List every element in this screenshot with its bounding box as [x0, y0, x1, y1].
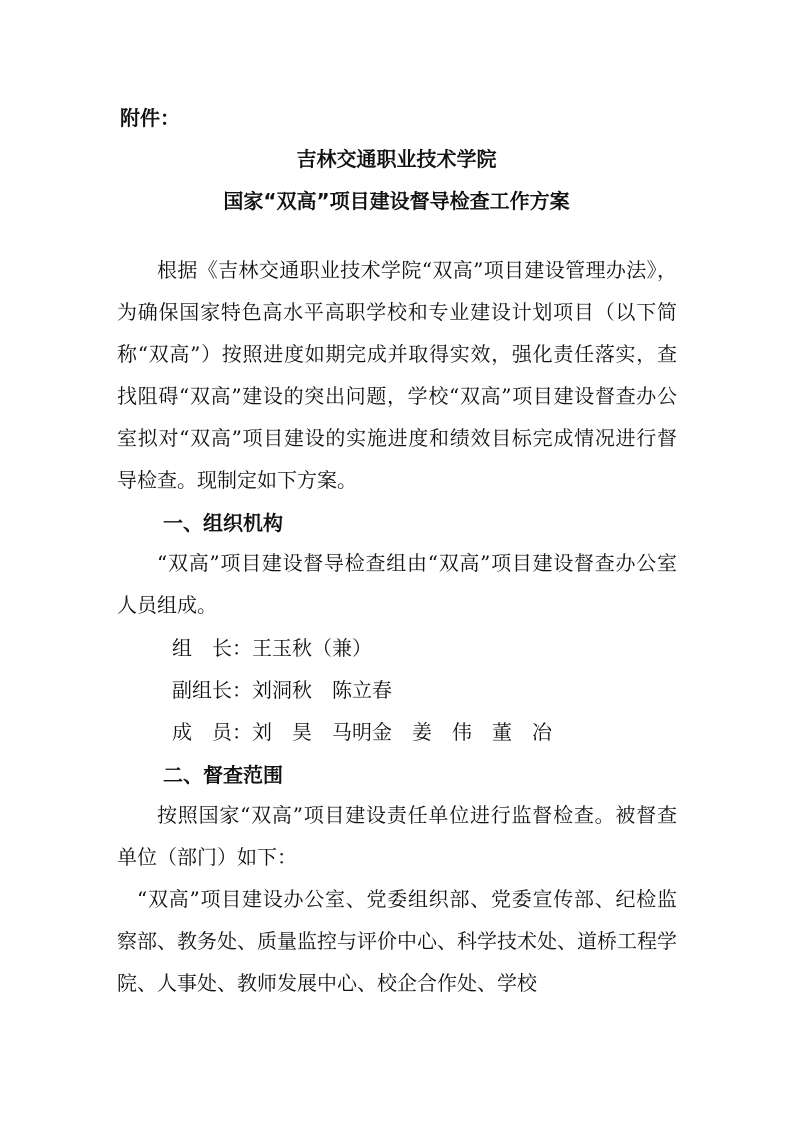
organization-paragraph: “双高”项目建设督导检查组由“双高”项目建设督查办公室人员组成。: [117, 551, 677, 617]
intro-paragraph: 根据《吉林交通职业技术学院“双高”项目建设管理办法》，为确保国家特色高水平高职学校和专业建设计划项目（以下简称“双高”）按照进度如期完成并取得实效，强化责任落实，查找阻碍“双高”建设的突出问题，学校“双高”项目建设督查办公室拟对“双高”项目建设的实施进度和绩效目标完成情况进行督导检查。现制定如下方案。: [117, 258, 677, 492]
document-title-institution: 吉林交通职业技术学院: [296, 147, 497, 171]
attachment-label: 附件：: [120, 106, 180, 130]
units-paragraph: “双高”项目建设办公室、党委组织部、党委宣传部、纪检监察部、教务处、质量监控与评价中心、科学技术处、道桥工程学院、人事处、教师发展中心、校企合作处、学校: [117, 887, 677, 995]
scope-paragraph: 按照国家“双高”项目建设责任单位进行监督检查。被督查单位（部门）如下：: [117, 803, 677, 869]
section-heading-organization: 一、组织机构: [163, 511, 283, 535]
section-heading-scope: 二、督查范围: [163, 763, 283, 787]
member-line-leader: 组 长：王玉秋（兼）: [172, 636, 372, 660]
document-title-plan: 国家“双高”项目建设督导检查工作方案: [223, 189, 570, 213]
member-line-deputy-leader: 副组长：刘洞秋 陈立春: [172, 678, 392, 702]
member-line-members: 成 员：刘 昊 马明金 姜 伟 董 冶: [172, 720, 552, 744]
